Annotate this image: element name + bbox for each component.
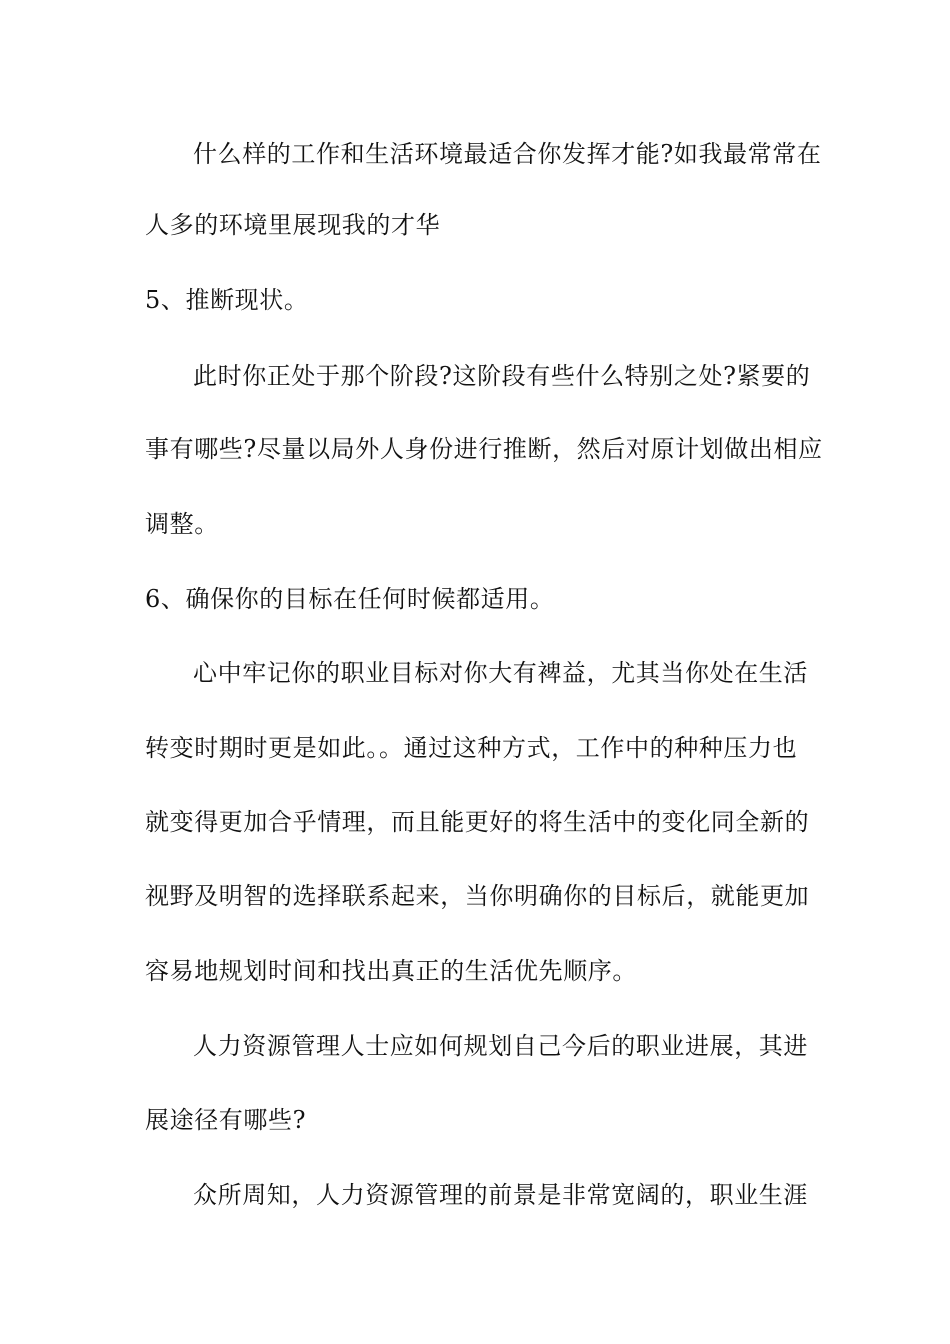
text-line: 此时你正处于那个阶段?这阶段有些什么特别之处?紧要的	[193, 362, 811, 390]
text-line: 心中牢记你的职业目标对你大有裨益，尤其当你处在生活	[193, 659, 808, 687]
text-line: 展途径有哪些?	[145, 1106, 307, 1134]
text-line: 转变时期时更是如此。。通过这种方式，工作中的种种压力也	[145, 734, 798, 762]
text-line: 调整。	[145, 510, 219, 538]
text-line: 人多的环境里展现我的才华	[145, 211, 441, 239]
text-line: 人力资源管理人士应如何规划自己今后的职业进展，其进	[193, 1032, 808, 1060]
section-heading: 5、推断现状。	[145, 286, 309, 314]
text-line: 容易地规划时间和找出真正的生活优先顺序。	[145, 957, 637, 985]
text-line: 事有哪些?尽量以局外人身份进行推断，然后对原计划做出相应	[145, 435, 823, 463]
text-line: 众所周知，人力资源管理的前景是非常宽阔的，职业生涯	[193, 1181, 808, 1209]
text-line: 视野及明智的选择联系起来，当你明确你的目标后，就能更加	[145, 882, 810, 910]
text-line: 就变得更加合乎情理，而且能更好的将生活中的变化同全新的	[145, 808, 810, 836]
section-heading: 6、确保你的目标在任何时候都适用。	[145, 585, 555, 613]
text-line: 什么样的工作和生活环境最适合你发挥才能?如我最常常在	[193, 140, 822, 168]
